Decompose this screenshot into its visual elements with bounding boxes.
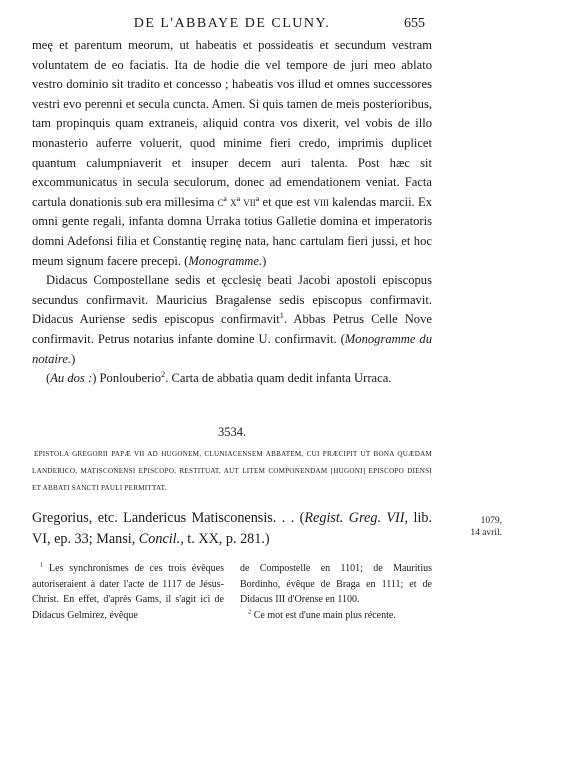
paragraph-endorsement: (Au dos :) Ponlouberio$^2$. Carta de abbatia quam dedit infanta Urraca.: [46, 369, 392, 386]
footnotes: [32, 561, 432, 623]
charter-summary: EPISTOLA GREGORII PAPÆ VII AD HUGONEM, CLUNIACENSEM ABBATEM, CUI PRÆCIPIT UT BONA QUÆDAM LANDERICO, MATISCONENSI EPISCOPO, RESTITUAT, AUT LITEM COMPONENDAM [HUGONI] EPISCOPO DIENSI ET ABBATI SANCTI PAULI PERMITTAT.: [32, 450, 432, 492]
footnote-column-left: [32, 561, 224, 623]
footnote-ref-2: 2: [161, 369, 166, 379]
endorsement-label: Au dos :: [50, 371, 93, 386]
paragraph-donation: meę et parentum meorum, ut habeatis et possideatis et secundum vestram voluntatem de eo faciatis. Ita de hodie die vel tempore de juri meo ablato vestro dominio sit tradito et concesso ; habeatis vos illud et omnes successores vestri evo perenni et secula cuncta. Amen. Si quis tamen de meis posterioribus, tam propinquis quam extraneis, aliquid contra vos dixerit, vel vobis de illo monasterio auferre voluerit, quod minime fieri credo, imprimis duplicet quantum calumpniaverit et insuper decem auri talenta. Post hæc sit excommunicatus in secula seculorum, donec ad emendationem veniat. Facta cartula donationis sub era millesima cª xª viiª et que est viii kalendas marcii. Ex omni gente regali, infanta domna Urraka totius Galletie domina et imperatoris domni Adefonsi filia et Constantię reginę nata, hanc cartulam fieri jussi, et hoc meum signum facere precepi. (Monogramme.): [32, 38, 432, 268]
register-reference: Regist. Greg. VII,: [304, 510, 409, 526]
kalends-number: viii: [313, 194, 329, 209]
margin-year: 1079,: [480, 516, 502, 526]
footnote-2: $^2$ Ce mot est d'une main plus récente.: [248, 608, 396, 621]
monogram-note: Monogramme.: [188, 253, 263, 268]
footnote-1-continued: de Compostelle en 1101; de Mauritius Bordinho, évêque de Braga en 1111; et de Didacus III d'Orense en 1100.: [240, 563, 432, 605]
page-number: 655: [404, 16, 425, 31]
notary-monogram-note: Monogramme du notaire.: [32, 331, 432, 366]
era-date: cª xª viiª: [217, 194, 260, 209]
footnote-ref-1: 1: [279, 311, 284, 321]
charter-text: [32, 36, 432, 389]
charter-incipit: Gregorius, etc. Landericus Matisconensis. . . (Regist. Greg. VII, lib. VI, ep. 33; Mansi, Concil., t. XX, p. 281.): [32, 510, 432, 547]
concil-reference: Concil.: [138, 531, 181, 547]
paragraph-witnesses: Didacus Compostellane sedis et ęcclesię beati Jacobi apostoli episcopus secundus confirmavit. Mauricius Bragalense sedis episcopus confirmavit. Didacus Auriense sedis episcopus confirmavit$^1$. Abbas Petrus Celle Nove confirmavit. Petrus notarius infante domine U. confirmavit. (Monogramme du notaire.): [32, 273, 432, 366]
charter-number: 3534.: [217, 425, 247, 439]
margin-date: [452, 515, 502, 539]
running-title: DE L'ABBAYE DE CLUNY.: [133, 16, 331, 31]
footnote-column-right: [240, 561, 432, 623]
margin-day: 14 avril.: [470, 528, 502, 538]
footnote-1: $^1$ Les synchronismes de ces trois évêques autoriseraient à dater l'acte de 1117 de Jésus-Christ. En effet, d'après Gams, il s'agit ici de Didacus Gelmirez, évêque: [32, 561, 224, 621]
running-head: [32, 16, 432, 32]
